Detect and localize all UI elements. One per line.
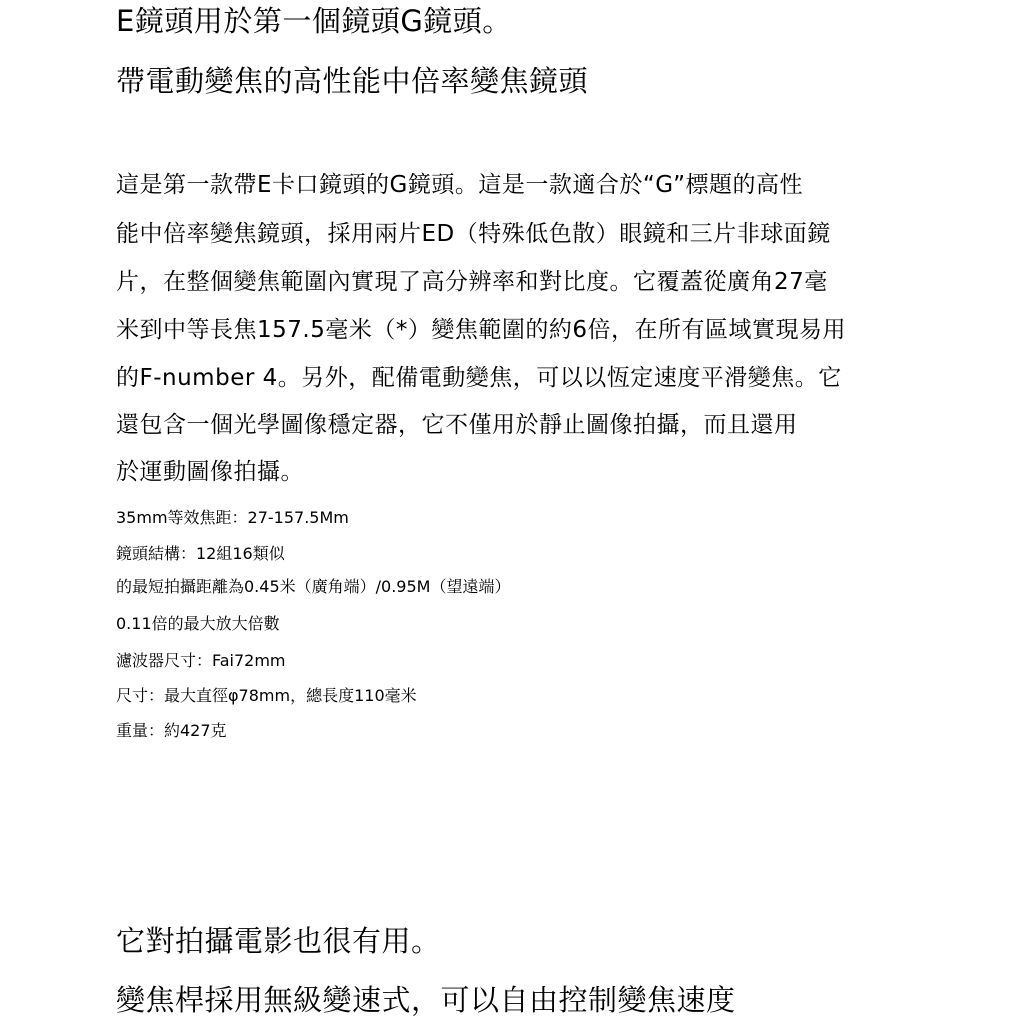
spec-weight: 重量：約427克 [116,721,227,740]
description-line: 這是第一款帶E卡口鏡頭的G鏡頭。這是一款適合於“G”標題的高性 [116,172,804,198]
spec-lens-construction: 鏡頭結構：12組16類似 [116,544,285,563]
spec-max-magnification: 0.11倍的最大放大倍數 [116,614,280,633]
description-line: 片，在整個變焦範圍內實現了高分辨率和對比度。它覆蓋從廣角27毫 [116,269,828,295]
description-line: 的F-number 4。另外，配備電動變焦，可以以恆定速度平滑變焦。它 [116,365,842,391]
heading-movie-use: 它對拍攝電影也很有用。 [116,924,441,958]
description-line: 米到中等長焦157.5毫米（*）變焦範圍的約6倍，在所有區域實現易用 [116,317,846,343]
spec-min-focus-distance: 的最短拍攝距離為0.45米（廣角端）/0.95M（望遠端） [116,577,511,596]
description-line: 能中倍率變焦鏡頭，採用兩片ED（特殊低色散）眼鏡和三片非球面鏡 [116,221,831,247]
spec-focal-length: 35mm等效焦距：27-157.5Mm [116,508,349,527]
heading-power-zoom-lens: 帶電動變焦的高性能中倍率變焦鏡頭 [116,64,589,98]
description-line: 還包含一個光學圖像穩定器，它不僅用於靜止圖像拍攝，而且還用 [116,412,798,438]
spec-filter-size: 濾波器尺寸：Fai72mm [116,651,286,670]
description-line: 於運動圖像拍攝。 [116,459,304,485]
heading-e-mount-g-lens: E鏡頭用於第一個鏡頭G鏡頭。 [116,4,512,38]
heading-zoom-lever: 變焦桿採用無級變速式，可以自由控制變焦速度 [116,983,736,1017]
spec-dimensions: 尺寸：最大直徑φ78mm，總長度110毫米 [116,686,417,705]
